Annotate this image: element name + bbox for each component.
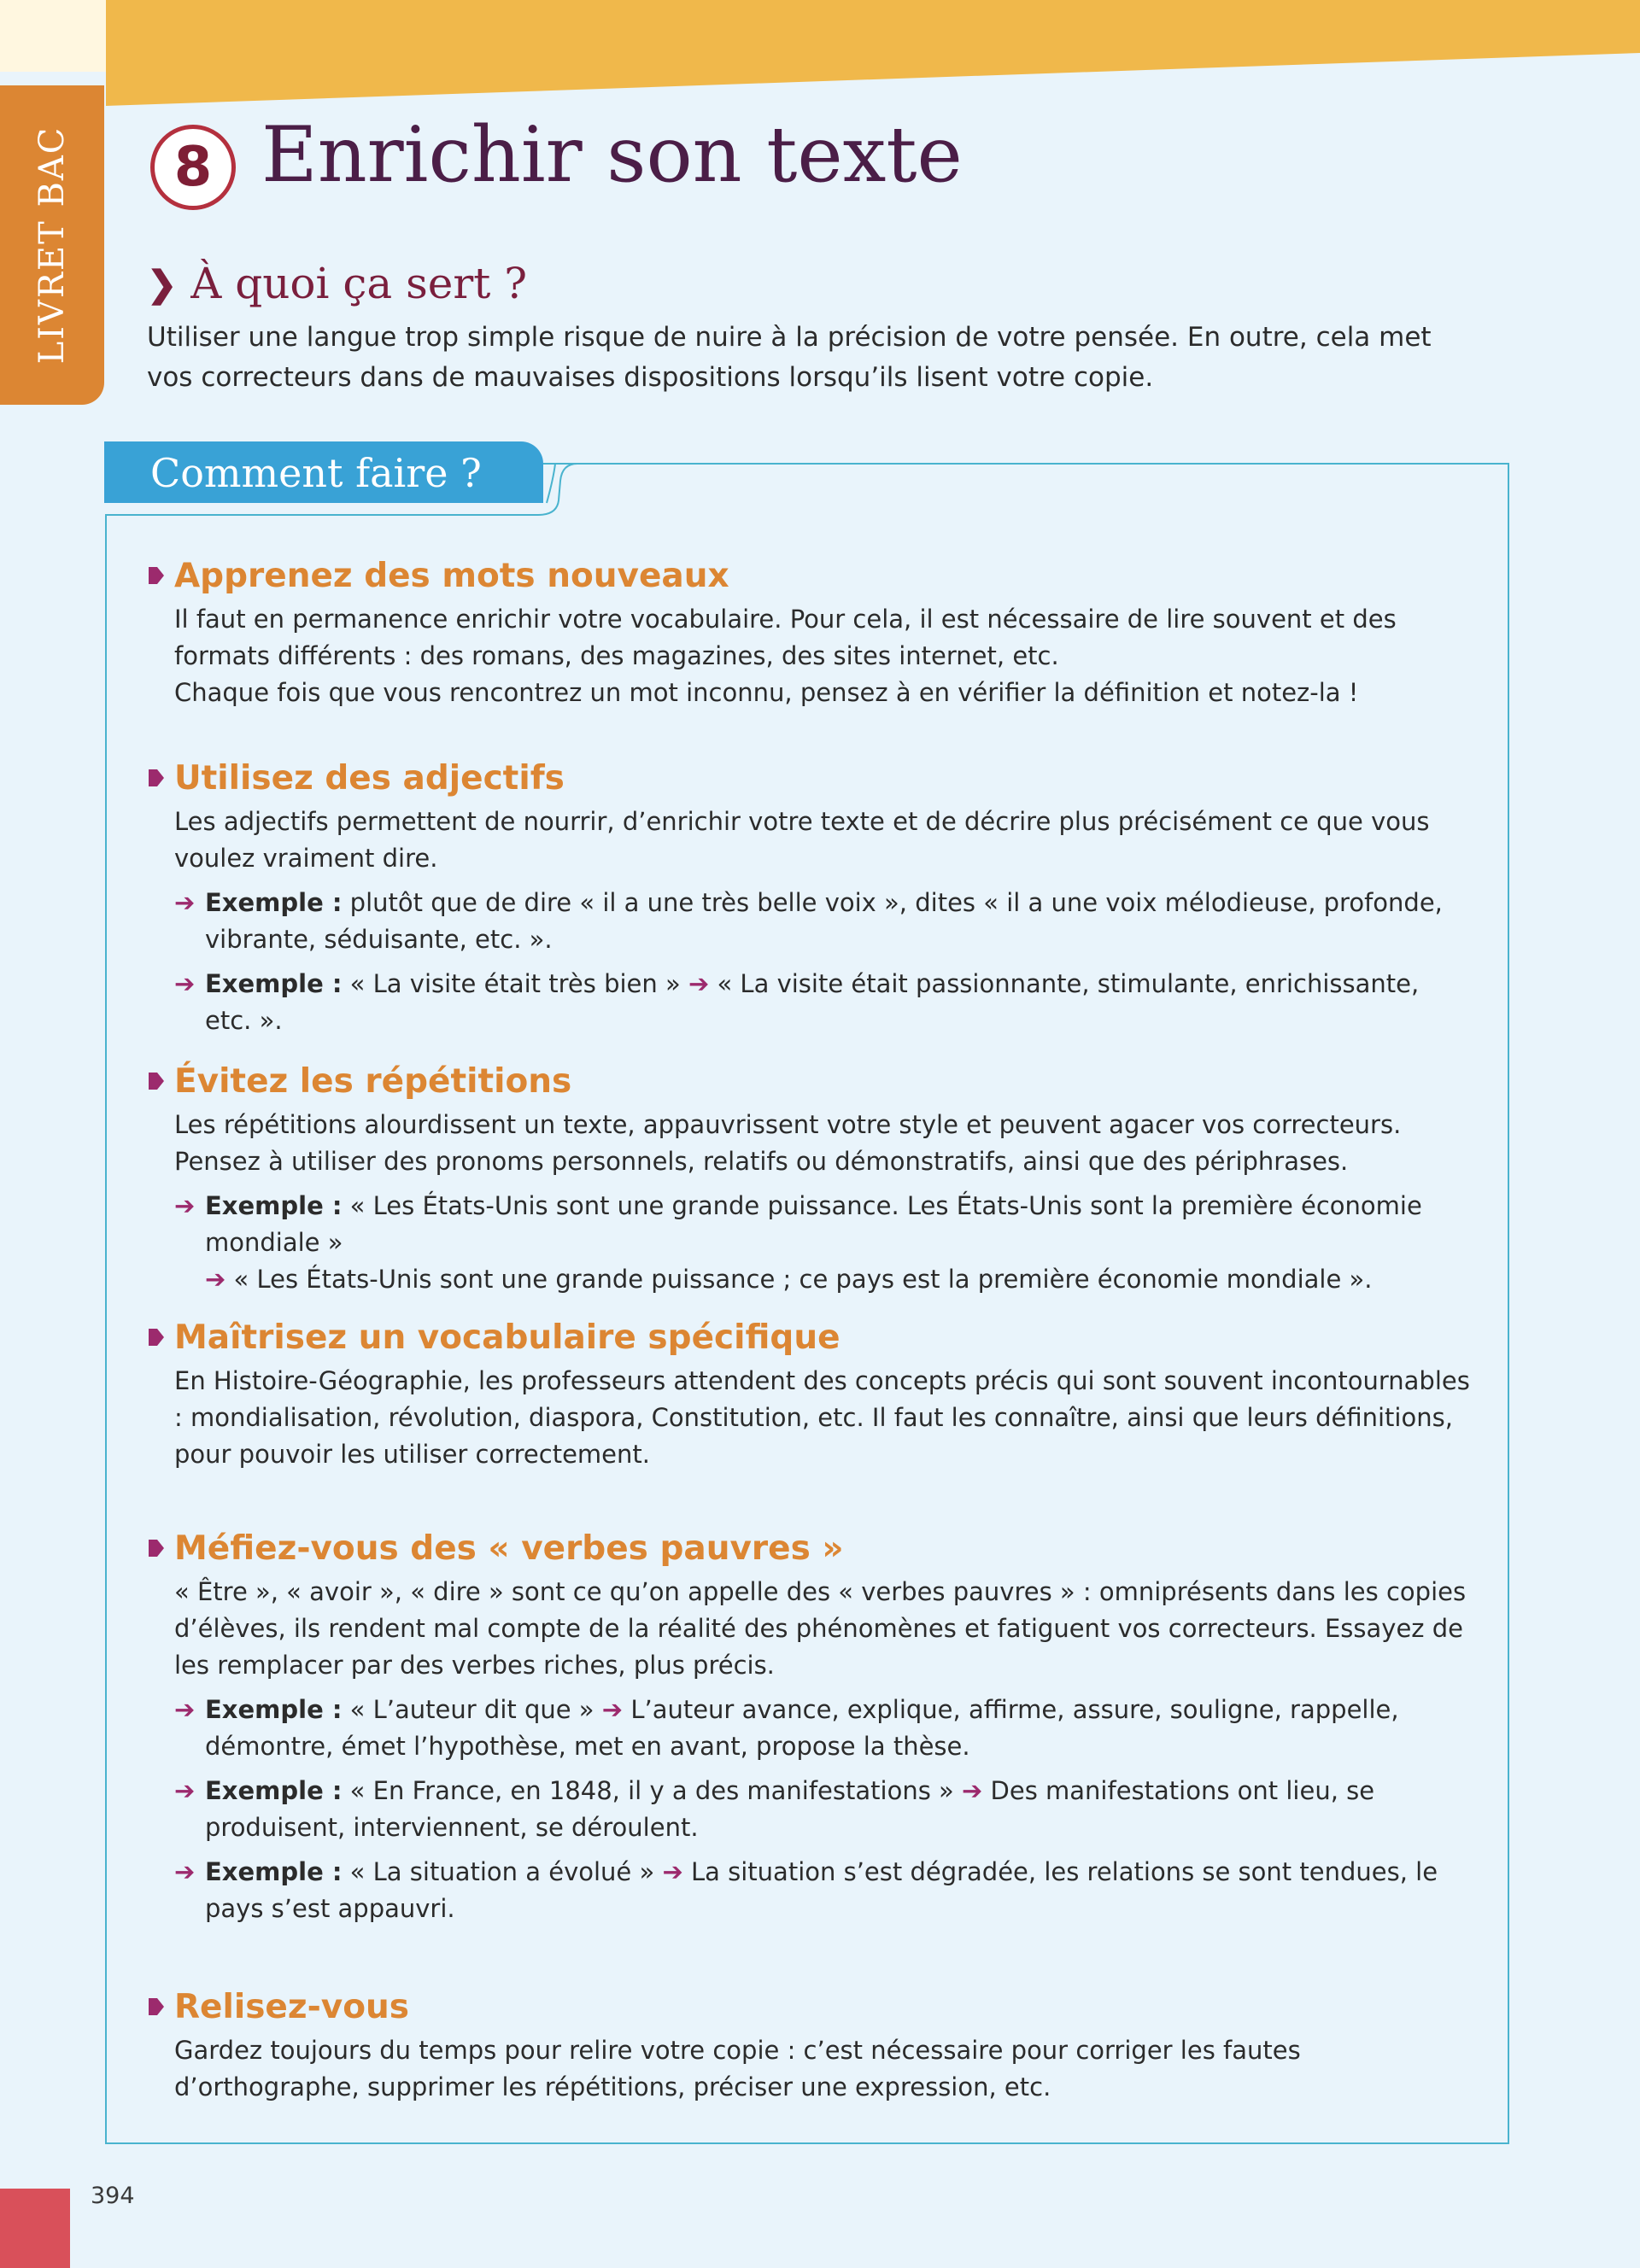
example-text: plutôt que de dire « il a une très belle voix », dites « il a une voix mélodieuse, profonde, vibrante, séduisante, etc. ». — [205, 888, 1443, 954]
example-item — [147, 966, 1471, 1039]
example-label: Exemple : — [205, 1857, 343, 1886]
arrow-right-icon: ➔ — [174, 1695, 196, 1724]
section-paragraph: Gardez toujours du temps pour relire votre copie : c’est nécessaire pour corriger les fautes d’orthographe, supprimer les répétitions, préciser une expression, etc. — [174, 2036, 1301, 2101]
section-heading — [147, 550, 1479, 601]
arrow-right-icon: ➔ — [601, 1695, 624, 1724]
example-item — [147, 885, 1471, 958]
section-paragraph: Chaque fois que vous rencontrez un mot inconnu, pensez à en vérifier la définition et notez-la ! — [174, 678, 1359, 707]
section-paragraph: Les répétitions alourdissent un texte, appauvrissent votre style et peuvent agacer vos correcteurs. Pensez à utiliser des pronoms personnels, relatifs ou démonstratifs, ainsi que des périphrases. — [174, 1110, 1402, 1176]
purpose-heading-text: À quoi ça sert ? — [190, 259, 528, 308]
arrow-right-icon: ➔ — [174, 888, 196, 917]
bullet-icon — [147, 1996, 166, 2017]
example-item — [147, 1773, 1471, 1846]
example-text: « La visite était très bien » — [342, 969, 681, 998]
section-heading — [147, 1055, 1479, 1107]
example-label: Exemple : — [205, 1776, 343, 1805]
bullet-icon — [147, 565, 166, 586]
section-paragraph: « Être », « avoir », « dire » sont ce qu’on appelle des « verbes pauvres » : omniprésents dans les copies d’élèves, ils rendent mal compte de la réalité des phénomènes et fatiguent vos correcteurs. Essayez de les remplacer par des verbes riches, plus précis. — [174, 1577, 1467, 1680]
section-new-words — [147, 550, 1479, 711]
example-result: Des manifestations ont lieu, se produisent, interviennent, se déroulent. — [205, 1776, 1375, 1842]
bullet-icon — [147, 768, 166, 788]
section-vocabulary — [147, 1312, 1479, 1473]
example-label: Exemple : — [205, 1191, 343, 1220]
chevron-right-icon: ❯ — [147, 262, 178, 305]
bullet-icon — [147, 1071, 166, 1091]
example-item — [147, 1692, 1471, 1765]
section-heading-text: Évitez les répétitions — [174, 1061, 572, 1101]
arrow-right-icon: ➔ — [688, 969, 710, 998]
section-heading — [147, 1523, 1479, 1574]
arrow-right-icon: ➔ — [205, 1265, 226, 1294]
section-heading — [147, 752, 1479, 804]
example-label: Exemple : — [205, 969, 343, 998]
section-heading-text: Méfiez-vous des « verbes pauvres » — [174, 1529, 844, 1568]
purpose-heading — [147, 259, 527, 308]
livret-bac-label: LIVRET BAC — [32, 126, 72, 365]
example-result: La situation s’est dégradée, les relations se sont tendues, le pays s’est appauvri. — [205, 1857, 1438, 1923]
section-heading-text: Relisez-vous — [174, 1987, 409, 2026]
arrow-right-icon: ➔ — [174, 1776, 196, 1805]
arrow-right-icon: ➔ — [962, 1776, 983, 1805]
page-corner-marker — [0, 2189, 70, 2268]
section-heading-text: Utilisez des adjectifs — [174, 758, 565, 798]
example-label: Exemple : — [205, 1695, 343, 1724]
section-repetitions — [147, 1055, 1479, 1298]
example-item — [147, 1188, 1471, 1298]
section-heading — [147, 1312, 1479, 1363]
bullet-icon — [147, 1538, 166, 1558]
section-reread — [147, 1981, 1479, 2106]
section-heading-text: Maîtrisez un vocabulaire spécifique — [174, 1318, 840, 1357]
section-paragraph: Il faut en permanence enrichir votre vocabulaire. Pour cela, il est nécessaire de lire souvent et des formats différents : des romans, des magazines, des sites internet, etc. — [174, 605, 1397, 670]
section-adjectives — [147, 752, 1479, 1039]
section-paragraph: Les adjectifs permettent de nourrir, d’enrichir votre texte et de décrire plus précisément ce que vous voulez vraiment dire. — [174, 807, 1430, 873]
example-result: « Les États-Unis sont une grande puissance ; ce pays est la première économie mondiale ». — [233, 1265, 1373, 1294]
arrow-right-icon: ➔ — [174, 1857, 196, 1886]
page-number: 394 — [91, 2183, 135, 2209]
section-heading-text: Apprenez des mots nouveaux — [174, 556, 729, 595]
method-label: Comment faire ? — [150, 450, 482, 496]
example-text: « En France, en 1848, il y a des manifestations » — [342, 1776, 954, 1805]
arrow-right-icon: ➔ — [662, 1857, 683, 1886]
chapter-title: Enrichir son texte — [261, 110, 963, 200]
top-decorative-band — [0, 0, 1640, 111]
section-poor-verbs — [147, 1523, 1479, 1927]
section-paragraph: En Histoire-Géographie, les professeurs attendent des concepts précis qui sont souvent incontournables : mondialisation, révolution, diaspora, Constitution, etc. Il faut les connaître, ainsi que leurs définitions, pour pouvoir les utiliser correctement. — [174, 1366, 1470, 1469]
example-text: « Les États-Unis sont une grande puissance. Les États-Unis sont la première économie mondiale » — [205, 1191, 1422, 1257]
chapter-number-badge — [150, 125, 236, 210]
example-text: « L’auteur dit que » — [342, 1695, 594, 1724]
example-result: L’auteur avance, explique, affirme, assure, souligne, rappelle, démontre, émet l’hypothèse, met en avant, propose la thèse. — [205, 1695, 1399, 1761]
chapter-number: 8 — [173, 136, 213, 199]
section-heading — [147, 1981, 1479, 2032]
example-result: « La visite était passionnante, stimulante, enrichissante, etc. ». — [205, 969, 1420, 1035]
arrow-right-icon: ➔ — [174, 1191, 196, 1220]
bullet-icon — [147, 1327, 166, 1347]
example-label: Exemple : — [205, 888, 343, 917]
example-text: « La situation a évolué » — [342, 1857, 655, 1886]
example-item — [147, 1854, 1471, 1927]
purpose-text: Utiliser une langue trop simple risque de nuire à la précision de votre pensée. En outre, cela met vos correcteurs dans de mauvaises dispositions lorsqu’ils lisent votre copie. — [147, 322, 1432, 393]
arrow-right-icon: ➔ — [174, 969, 196, 998]
